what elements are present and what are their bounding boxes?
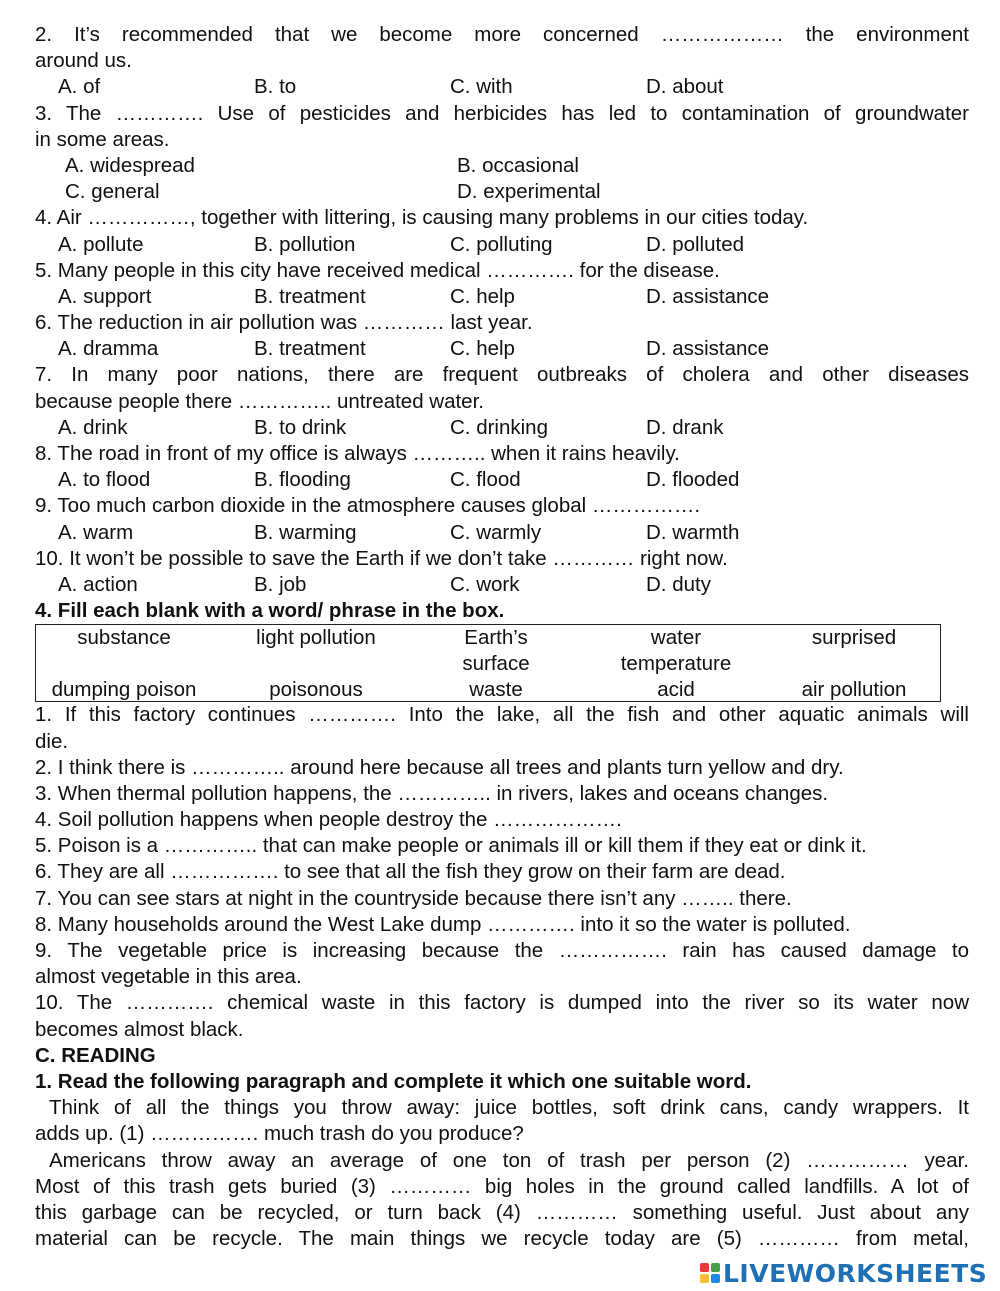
option-c: C. with xyxy=(450,75,513,99)
fill-line-3: 3. When thermal pollution happens, the ………….. in rivers, lakes and oceans changes. xyxy=(35,781,829,805)
option-c: C. work xyxy=(450,572,520,596)
question-4-line-1: 4. Air ……………, together with littering, is causing many problems in our cities today. xyxy=(35,206,809,230)
reading-line-1: Think of all the things you throw away: juice bottles, soft drink cans, candy wrappers. It xyxy=(49,1096,969,1120)
question-7-line-1: 7. In many poor nations, there are frequent outbreaks of cholera and other diseases xyxy=(35,363,969,387)
fill-line-9b: almost vegetable in this area. xyxy=(35,965,302,989)
worksheet-page xyxy=(35,22,969,1252)
option-a: A. drink xyxy=(58,415,128,439)
reading-line-2: adds up. (1) ……………. much trash do you produce? xyxy=(35,1122,524,1146)
fill-line-6: 6. They are all ……………. to see that all the fish they grow on their farm are dead. xyxy=(35,860,786,884)
option-a: A. widespread xyxy=(65,153,195,177)
fill-line-7: 7. You can see stars at night in the countryside because there isn’t any …….. there. xyxy=(35,886,792,910)
fill-line-1a: 1. If this factory continues …………. Into the lake, all the fish and other aquatic animals will xyxy=(35,703,969,727)
question-3-line-1: 3. The …………. Use of pesticides and herbicides has led to contamination of groundwater xyxy=(35,101,969,125)
option-a: A. to flood xyxy=(58,468,151,492)
option-b: B. occasional xyxy=(457,153,579,177)
option-c: C. help xyxy=(450,284,515,308)
option-d: D. warmth xyxy=(646,520,740,544)
reading-heading: C. READING xyxy=(35,1043,156,1067)
question-7-line-2: because people there ………….. untreated water. xyxy=(35,389,484,413)
option-d: D. about xyxy=(646,75,724,99)
option-b: B. flooding xyxy=(254,468,351,492)
option-c: C. general xyxy=(65,180,160,204)
reading-line-4: Most of this trash gets buried (3) ………… big holes in the ground called landfills. A lot of xyxy=(35,1174,969,1198)
question-5-line-1: 5. Many people in this city have received medical …………. for the disease. xyxy=(35,258,720,282)
option-d: D. assistance xyxy=(646,284,770,308)
word-box-cell: Earth’s xyxy=(464,626,528,650)
fill-line-9a: 9. The vegetable price is increasing because the ……………. rain has caused damage to xyxy=(35,939,969,962)
option-d: D. duty xyxy=(646,572,711,596)
logo-square xyxy=(700,1263,709,1272)
word-box-cell: dumping poison xyxy=(51,678,197,702)
liveworksheets-logo-text: LIVEWORKSHEETS xyxy=(723,1258,988,1288)
option-a: A. action xyxy=(58,572,138,596)
fill-line-10b: becomes almost black. xyxy=(35,1017,244,1041)
word-box-cell: water xyxy=(650,626,702,650)
question-6-options xyxy=(35,336,969,362)
word-box-cell: surface xyxy=(462,652,530,676)
reading-subheading: 1. Read the following paragraph and complete it which one suitable word. xyxy=(35,1069,752,1093)
question-7-options xyxy=(35,415,969,441)
fill-line-1b: die. xyxy=(35,729,69,753)
reading-line-5: this garbage can be recycled, or turn back (4) ………… something useful. Just about any xyxy=(35,1200,969,1224)
option-b: B. to xyxy=(254,75,297,99)
question-2-line-1: 2. It’s recommended that we become more concerned ……………… the environment xyxy=(35,23,969,46)
option-b: B. warming xyxy=(254,520,357,544)
option-d: D. polluted xyxy=(646,232,745,256)
option-c: C. flood xyxy=(450,468,521,492)
word-box-cell: surprised xyxy=(811,626,897,650)
option-b: B. treatment xyxy=(254,284,366,308)
option-a: A. pollute xyxy=(58,232,144,256)
question-6-line-1: 6. The reduction in air pollution was ………… last year. xyxy=(35,311,533,335)
logo-square xyxy=(711,1274,720,1283)
option-a: A. warm xyxy=(58,520,134,544)
option-a: A. dramma xyxy=(58,337,159,361)
question-10-options xyxy=(35,572,969,598)
fill-line-4: 4. Soil pollution happens when people destroy the ………………. xyxy=(35,808,622,832)
question-8-line-1: 8. The road in front of my office is always ……….. when it rains heavily. xyxy=(35,442,680,465)
logo-square xyxy=(700,1274,709,1283)
question-3-options-row-1 xyxy=(35,153,969,179)
question-4-options xyxy=(35,232,969,258)
question-3-line-2: in some areas. xyxy=(35,127,170,151)
word-box-cell: air pollution xyxy=(801,678,907,702)
word-box-cell: temperature xyxy=(620,652,732,676)
question-8-options xyxy=(35,467,969,493)
option-a: A. support xyxy=(58,284,152,308)
option-c: C. help xyxy=(450,337,515,361)
question-10-line-1: 10. It won’t be possible to save the Earth if we don’t take ………… right now. xyxy=(35,546,728,570)
logo-square xyxy=(711,1263,720,1272)
option-b: B. pollution xyxy=(254,232,356,256)
option-a: A. of xyxy=(58,75,101,99)
question-5-options xyxy=(35,284,969,310)
word-box-cell: poisonous xyxy=(269,678,363,702)
option-d: D. experimental xyxy=(457,180,601,204)
reading-line-6: material can be recycle. The main things we recycle today are (5) ………… from metal, xyxy=(35,1227,969,1251)
fill-line-5: 5. Poison is a ………….. that can make people or animals ill or kill them if they eat or dink it. xyxy=(35,834,867,858)
liveworksheets-logo-icon xyxy=(700,1263,720,1283)
option-c: C. warmly xyxy=(450,520,542,544)
question-3-options-row-2 xyxy=(35,179,969,205)
fill-line-2: 2. I think there is ………….. around here because all trees and plants turn yellow and dry. xyxy=(35,755,844,779)
fill-line-8: 8. Many households around the West Lake dump …………. into it so the water is polluted. xyxy=(35,912,851,936)
word-box-cell: light pollution xyxy=(256,626,376,650)
question-9-line-1: 9. Too much carbon dioxide in the atmosphere causes global ……………. xyxy=(35,494,701,518)
reading-line-3: Americans throw away an average of one ton of trash per person (2) …………… year. xyxy=(49,1148,969,1172)
liveworksheets-logo xyxy=(700,1258,987,1288)
word-box-cell: substance xyxy=(77,626,171,650)
question-9-options xyxy=(35,520,969,546)
option-b: B. treatment xyxy=(254,337,366,361)
word-box xyxy=(35,624,941,702)
option-d: D. drank xyxy=(646,415,724,439)
section-4-heading: 4. Fill each blank with a word/ phrase in the box. xyxy=(35,599,505,623)
option-c: C. drinking xyxy=(450,415,548,439)
option-d: D. flooded xyxy=(646,468,740,492)
option-b: B. job xyxy=(254,572,307,596)
word-box-cell: acid xyxy=(657,678,695,702)
option-b: B. to drink xyxy=(254,415,347,439)
question-2-line-2: around us. xyxy=(35,49,132,73)
question-2-options xyxy=(35,74,969,100)
word-box-cell: waste xyxy=(469,678,523,702)
option-c: C. polluting xyxy=(450,232,553,256)
fill-line-10a: 10. The …………. chemical waste in this factory is dumped into the river so its water now xyxy=(35,991,969,1015)
option-d: D. assistance xyxy=(646,337,770,361)
